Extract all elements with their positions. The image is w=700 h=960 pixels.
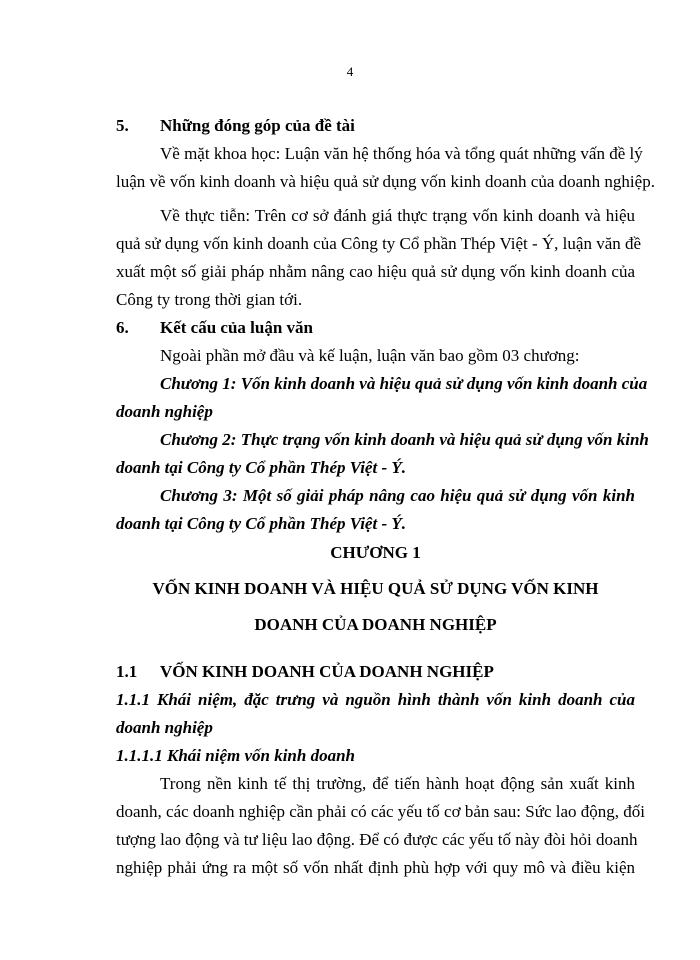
body-para-line1: Trong nền kinh tế thị trường, để tiến hành hoạt động sản xuất kinh bbox=[160, 774, 635, 793]
section-6-heading bbox=[116, 314, 635, 342]
page-number: 4 bbox=[346, 64, 354, 79]
chapter-title-line1: VỐN KINH DOANH VÀ HIỆU QUẢ SỬ DỤNG VỐN KINH bbox=[152, 579, 599, 598]
heading-1-1-1-line2: doanh nghiệp bbox=[116, 718, 213, 737]
chapter-1-summary-line2: doanh nghiệp bbox=[116, 402, 213, 421]
chapter-1-summary-line1: Chương 1: Vốn kinh doanh và hiệu quả sử dụng vốn kinh doanh của bbox=[160, 374, 648, 393]
section-5-title: Những đóng góp của đề tài bbox=[160, 116, 355, 135]
body-para-line2: doanh, các doanh nghiệp cần phải có các yếu tố cơ bản sau: Sức lao động, đối bbox=[116, 802, 645, 821]
section-6-title: Kết cấu của luận văn bbox=[160, 318, 314, 337]
chapter-3-summary-line2: doanh tại Công ty Cổ phần Thép Việt - Ý. bbox=[116, 514, 406, 533]
section-5-para2-line2: quả sử dụng vốn kinh doanh của Công ty Cổ phần Thép Việt - Ý, luận văn đề bbox=[116, 234, 642, 253]
heading-1-1-title: VỐN KINH DOANH CỦA DOANH NGHIỆP bbox=[160, 662, 494, 681]
document-body bbox=[116, 112, 655, 882]
chapter-2-summary-line1: Chương 2: Thực trạng vốn kinh doanh và hiệu quả sử dụng vốn kinh bbox=[160, 430, 649, 449]
section-5-heading bbox=[116, 112, 635, 140]
section-5-para2-line4: Công ty trong thời gian tới. bbox=[116, 290, 303, 309]
body-para-line4: nghiệp phải ứng ra một số vốn nhất định phù hợp với quy mô và điều kiện bbox=[116, 858, 635, 877]
chapter-2-summary-line2: doanh tại Công ty Cổ phần Thép Việt - Ý. bbox=[116, 458, 406, 477]
section-5-para2-line3: xuất một số giải pháp nhằm nâng cao hiệu quả sử dụng vốn kinh doanh của bbox=[116, 262, 635, 281]
chapter-title-line2: DOANH CỦA DOANH NGHIỆP bbox=[254, 615, 497, 634]
heading-1-1 bbox=[116, 658, 635, 686]
section-6-intro: Ngoài phần mở đầu và kế luận, luận văn bao gồm 03 chương: bbox=[160, 346, 580, 365]
section-5-para1-line2: luận về vốn kinh doanh và hiệu quả sử dụng vốn kinh doanh của doanh nghiệp. bbox=[116, 172, 655, 191]
section-5-para1-line1: Về mặt khoa học: Luận văn hệ thống hóa và tổng quát những vấn đề lý bbox=[160, 144, 643, 163]
section-5-number: 5. bbox=[116, 116, 129, 135]
body-para-line3: tượng lao động và tư liệu lao động. Để có được các yếu tố này đòi hỏi doanh bbox=[116, 830, 638, 849]
section-6-number: 6. bbox=[116, 318, 129, 337]
chapter-label: CHƯƠNG 1 bbox=[330, 543, 421, 562]
heading-1-1-1-line1: 1.1.1 Khái niệm, đặc trưng và nguồn hình thành vốn kinh doanh của bbox=[116, 690, 635, 709]
heading-1-1-number: 1.1 bbox=[116, 662, 138, 681]
heading-1-1-1-1: 1.1.1.1 Khái niệm vốn kinh doanh bbox=[116, 746, 356, 765]
section-5-para2-line1: Về thực tiễn: Trên cơ sở đánh giá thực trạng vốn kinh doanh và hiệu bbox=[160, 206, 635, 225]
chapter-3-summary-line1: Chương 3: Một số giải pháp nâng cao hiệu quả sử dụng vốn kinh bbox=[160, 486, 635, 505]
